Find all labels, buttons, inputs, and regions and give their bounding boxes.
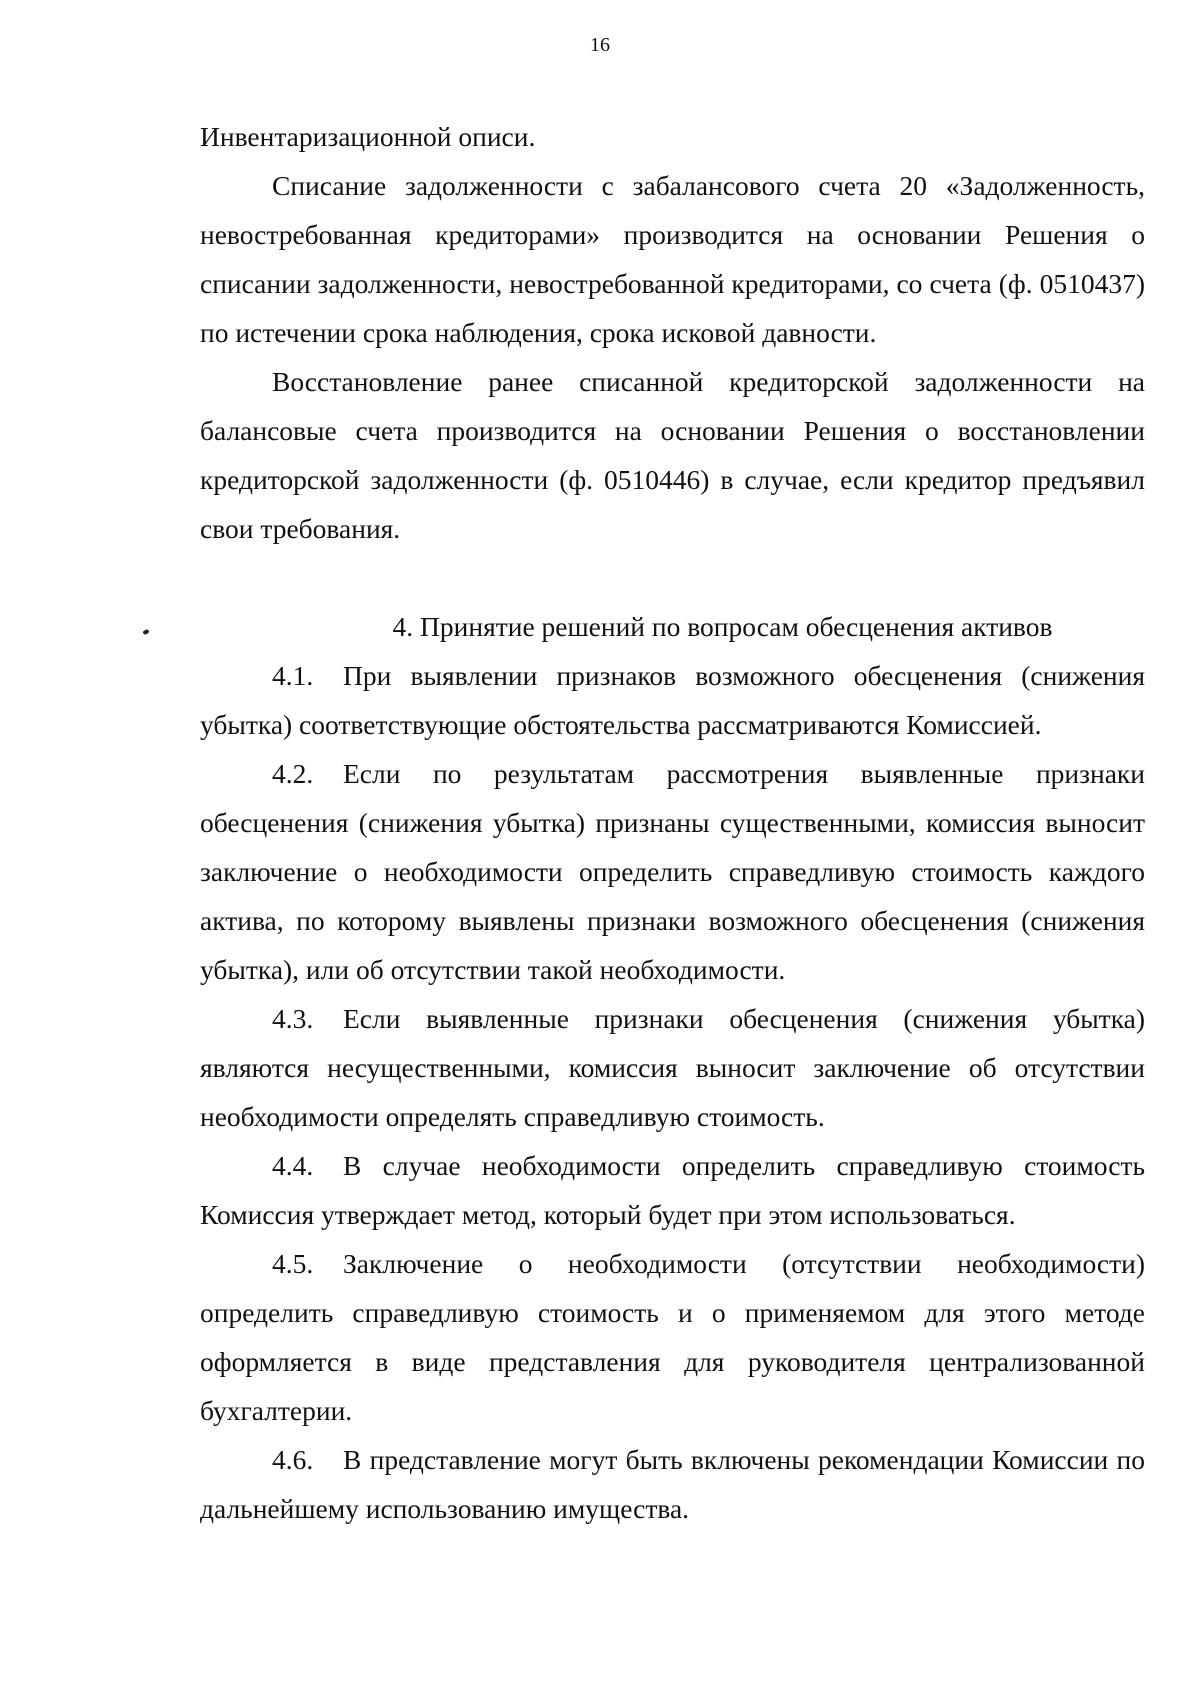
item-number: 4.3. bbox=[272, 1003, 314, 1034]
section-item-4-1 bbox=[200, 651, 1145, 749]
paragraph-continuation: Инвентаризационной описи. bbox=[200, 121, 536, 152]
section-item-4-4 bbox=[200, 1141, 1145, 1239]
item-text: В представление могут быть включены рекомендации Комиссии по дальнейшему использованию имущества. bbox=[200, 1444, 1145, 1524]
item-text: Заключение о необходимости (отсутствии необходимости) определить справедливую стоимость и о применяемом для этого методе оформляется в виде представления для руководителя централизованной бухгалтерии. bbox=[200, 1248, 1145, 1426]
item-number: 4.5. bbox=[272, 1248, 314, 1279]
item-number: 4.2. bbox=[272, 758, 314, 789]
item-number: 4.6. bbox=[272, 1444, 314, 1475]
item-number: 4.4. bbox=[272, 1150, 314, 1181]
item-text: Если по результатам рассмотрения выявленные признаки обесценения (снижения убытка) признаны существенными, комиссия выносит заключение о необходимости определить справедливую стоимость каждого актива, по которому выявлены признаки возможного обесценения (снижения убытка), или об отсутствии такой необходимости. bbox=[200, 758, 1145, 985]
page-number: 16 bbox=[590, 34, 610, 56]
paragraph-restoration: Восстановление ранее списанной кредиторской задолженности на балансовые счета производится на основании Решения о восстановлении кредиторской задолженности (ф. 0510446) в случае, если кредитор предъявил свои требования. bbox=[200, 366, 1145, 544]
item-text: В случае необходимости определить справедливую стоимость Комиссия утверждает метод, который будет при этом использоваться. bbox=[200, 1150, 1145, 1230]
section-item-4-2 bbox=[200, 749, 1145, 994]
section-spacer bbox=[200, 553, 1145, 602]
scan-speck bbox=[142, 629, 149, 635]
section-item-4-3 bbox=[200, 994, 1145, 1141]
section-heading: 4. Принятие решений по вопросам обесценения активов bbox=[392, 611, 1053, 642]
paragraph-writeoff: Списание задолженности с забалансового счета 20 «Задолженность, невостребованная кредиторами» производится на основании Решения о списании задолженности, невостребованной кредиторами, со счета (ф. 0510437) по истечении срока наблюдения, срока исковой давности. bbox=[200, 170, 1145, 348]
section-item-4-6 bbox=[200, 1435, 1145, 1533]
item-text: Если выявленные признаки обесценения (снижения убытка) являются несущественными, комиссия выносит заключение об отсутствии необходимости определять справедливую стоимость. bbox=[200, 1003, 1145, 1132]
section-item-4-5 bbox=[200, 1239, 1145, 1435]
document-body bbox=[200, 112, 1145, 1533]
item-number: 4.1. bbox=[272, 660, 314, 691]
item-text: При выявлении признаков возможного обесценения (снижения убытка) соответствующие обстоятельства рассматриваются Комиссией. bbox=[200, 660, 1145, 740]
